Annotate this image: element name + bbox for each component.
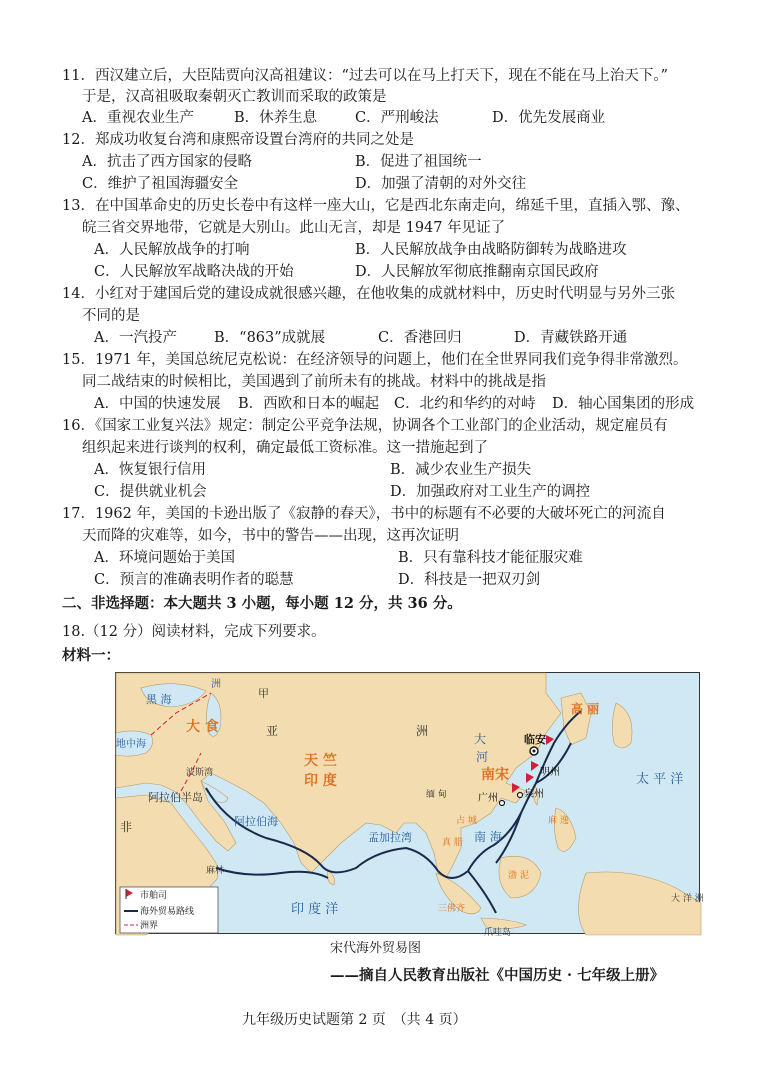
label-south-sea: 南 海 [474, 830, 502, 844]
label-pacific: 太 平 洋 [636, 772, 684, 787]
korea-land [561, 693, 591, 745]
label-river-he: 河 [476, 750, 489, 764]
japan-land [612, 703, 632, 748]
philippines-land [554, 808, 576, 851]
material-label: 材料一： [62, 647, 120, 664]
q12-option-c[interactable]: C．维护了祖国海疆安全 [82, 176, 239, 192]
guangzhou-marker [500, 801, 505, 806]
label-arabian-sea: 阿拉伯海 [234, 815, 278, 828]
song-trade-map [115, 672, 704, 938]
q11-option-b[interactable]: B．休养生息 [234, 110, 318, 126]
q14-stem-line1: 14．小红对于建国后党的建设成就很感兴趣，在他收集的成就材料中，历史时代明显与另外三张 [62, 286, 675, 302]
legend-border: 洲界 [140, 921, 159, 931]
q14-option-d[interactable]: D．青藏铁路开通 [514, 330, 628, 346]
q13-stem-line2: 皖三省交界地带，它就是大别山。此山无言，却是 1947 年见证了 [82, 220, 506, 236]
label-fei: 非 [120, 820, 133, 834]
label-guangzhou: 广州 [478, 793, 498, 804]
label-zhancheng: 占 城 [456, 816, 477, 826]
label-indian-ocean: 印 度 洋 [291, 902, 339, 917]
q15-option-b[interactable]: B．西欧和日本的崛起 [238, 396, 380, 412]
q13-option-b[interactable]: B．人民解放战争由战略防御转为战略进攻 [355, 242, 627, 258]
q13-option-c[interactable]: C．人民解放军战略决战的开始 [94, 264, 294, 280]
q13-stem-line1: 13．在中国革命史的历史长卷中有这样一座大山，它是西北东南走向，绵延千里，直插入鄂、豫、 [62, 198, 690, 214]
map-caption: 宋代海外贸易图 [330, 941, 422, 956]
q11-option-a[interactable]: A．重视农业生产 [82, 110, 194, 126]
label-nansong: 南宋 [481, 767, 509, 783]
label-river-da: 大 [474, 732, 487, 746]
label-linan: 临安 [524, 733, 546, 746]
q14-option-b[interactable]: B．“863”成就展 [214, 330, 326, 346]
label-mayi: 麻 逸 [548, 816, 569, 826]
label-bay-of-bengal: 孟加拉湾 [368, 831, 412, 844]
q17-option-d[interactable]: D．科技是一把双刃剑 [398, 572, 541, 588]
label-persian-gulf: 波斯湾 [186, 768, 214, 778]
label-malin: 麻林 [206, 866, 225, 876]
legend-route: 海外贸易路线 [140, 907, 195, 917]
q17-option-b[interactable]: B．只有靠科技才能征服灾难 [398, 550, 583, 566]
q15-stem-line1: 15．1971 年，美国总统尼克松说：在经济领导的问题上，他们在全世界同我们竞争得非常激烈。 [62, 352, 688, 368]
label-zhou-mid: 洲 [416, 724, 429, 738]
q14-stem-line2: 不同的是 [82, 308, 140, 324]
q12-option-d[interactable]: D．加强了清朝的对外交往 [355, 176, 527, 192]
q15-option-d[interactable]: D．轴心国集团的形成 [552, 396, 695, 412]
java-land [481, 918, 526, 929]
label-jia: 甲 [258, 687, 269, 700]
q16-stem-line1: 16．《国家工业复兴法》规定：制定公平竞争法规，协调各个工业部门的企业活动，规定雇员有 [62, 418, 668, 434]
source-citation: ——摘自人民教育出版社《中国历史 · 七年级上册》 [330, 967, 665, 984]
label-yindu: 印 度 [304, 773, 337, 789]
q16-option-d[interactable]: D．加强政府对工业生产的调控 [390, 484, 591, 500]
q11-option-c[interactable]: C．严刑峻法 [355, 110, 439, 126]
q16-option-c[interactable]: C．提供就业机会 [94, 484, 207, 500]
q15-option-a[interactable]: A．中国的快速发展 [94, 396, 221, 412]
q12-stem-line1: 12．郑成功收复台湾和康熙帝设置台湾府的共同之处是 [62, 132, 414, 148]
q16-option-b[interactable]: B．减少农业生产损失 [390, 462, 532, 478]
label-tianzhu: 天 竺 [304, 753, 337, 769]
label-zhenla: 真 腊 [442, 838, 463, 848]
q11-stem-line1: 11．西汉建立后，大臣陆贾向汉高祖建议：“过去可以在马上打天下，现在不能在马上治天下。” [62, 68, 669, 84]
label-dashi: 大 食 [186, 719, 219, 735]
label-black-sea: 黑 海 [146, 693, 172, 706]
label-arabian-peninsula: 阿拉伯半岛 [148, 791, 203, 804]
legend-port: 市舶司 [140, 891, 168, 901]
q16-option-a[interactable]: A．恢复银行信用 [94, 462, 206, 478]
label-quanzhou: 泉州 [524, 789, 544, 800]
q11-stem-line2: 于是，汉高祖吸取秦朝灭亡教训而采取的政策是 [82, 89, 387, 105]
q14-option-c[interactable]: C．香港回归 [378, 330, 462, 346]
label-mian: 缅 甸 [426, 790, 447, 800]
q13-option-a[interactable]: A．人民解放战争的打响 [94, 242, 250, 258]
label-java: 爪哇岛 [484, 928, 512, 938]
q15-option-c[interactable]: C．北约和华约的对峙 [394, 396, 536, 412]
q12-option-b[interactable]: B．促进了祖国统一 [355, 154, 482, 170]
map-svg [116, 673, 704, 938]
label-boni: 渤 泥 [508, 871, 529, 881]
q15-stem-line2: 同二战结束的时候相比，美国遇到了前所未有的挑战。材料中的挑战是指 [82, 374, 546, 390]
label-oceania: 大 洋 洲 [671, 894, 704, 904]
q17-stem-line1: 17．1962 年，美国的卡逊出版了《寂静的春天》，书中的标题有不必要的大破坏死亡的河流自 [62, 506, 666, 522]
quanzhou-marker [518, 793, 523, 798]
q16-stem-line2: 组织起来进行谈判的权利，确定最低工资标准。这一措施起到了 [82, 440, 488, 456]
page-footer: 九年级历史试题第 2 页 （共 4 页） [242, 1012, 467, 1028]
label-ya: 亚 [266, 724, 279, 738]
q11-option-d[interactable]: D．优先发展商业 [492, 110, 606, 126]
label-mediterranean: 地中海 [116, 739, 146, 750]
q13-option-d[interactable]: D．人民解放军彻底推翻南京国民政府 [355, 264, 599, 280]
map-legend [120, 887, 218, 933]
q18-heading: 18.（12 分）阅读材料，完成下列要求。 [62, 624, 326, 640]
label-sanfoqi: 三佛齐 [438, 904, 466, 914]
label-mingzhou: 明州 [540, 767, 560, 778]
q12-option-a[interactable]: A．抗击了西方国家的侵略 [82, 154, 252, 170]
q17-option-c[interactable]: C．预言的准确表明作者的聪慧 [94, 572, 294, 588]
q14-option-a[interactable]: A．一汽投产 [94, 330, 177, 346]
label-gaoli: 高 丽 [571, 702, 600, 716]
label-zhou-top: 洲 [211, 679, 221, 690]
q17-option-a[interactable]: A．环境问题始于美国 [94, 550, 235, 566]
q17-stem-line2: 天而降的灾难等，如今，书中的警告——出现，这再次证明 [82, 528, 459, 544]
section-title: 二、非选择题：本大题共 3 小题，每小题 12 分，共 36 分。 [62, 595, 462, 612]
